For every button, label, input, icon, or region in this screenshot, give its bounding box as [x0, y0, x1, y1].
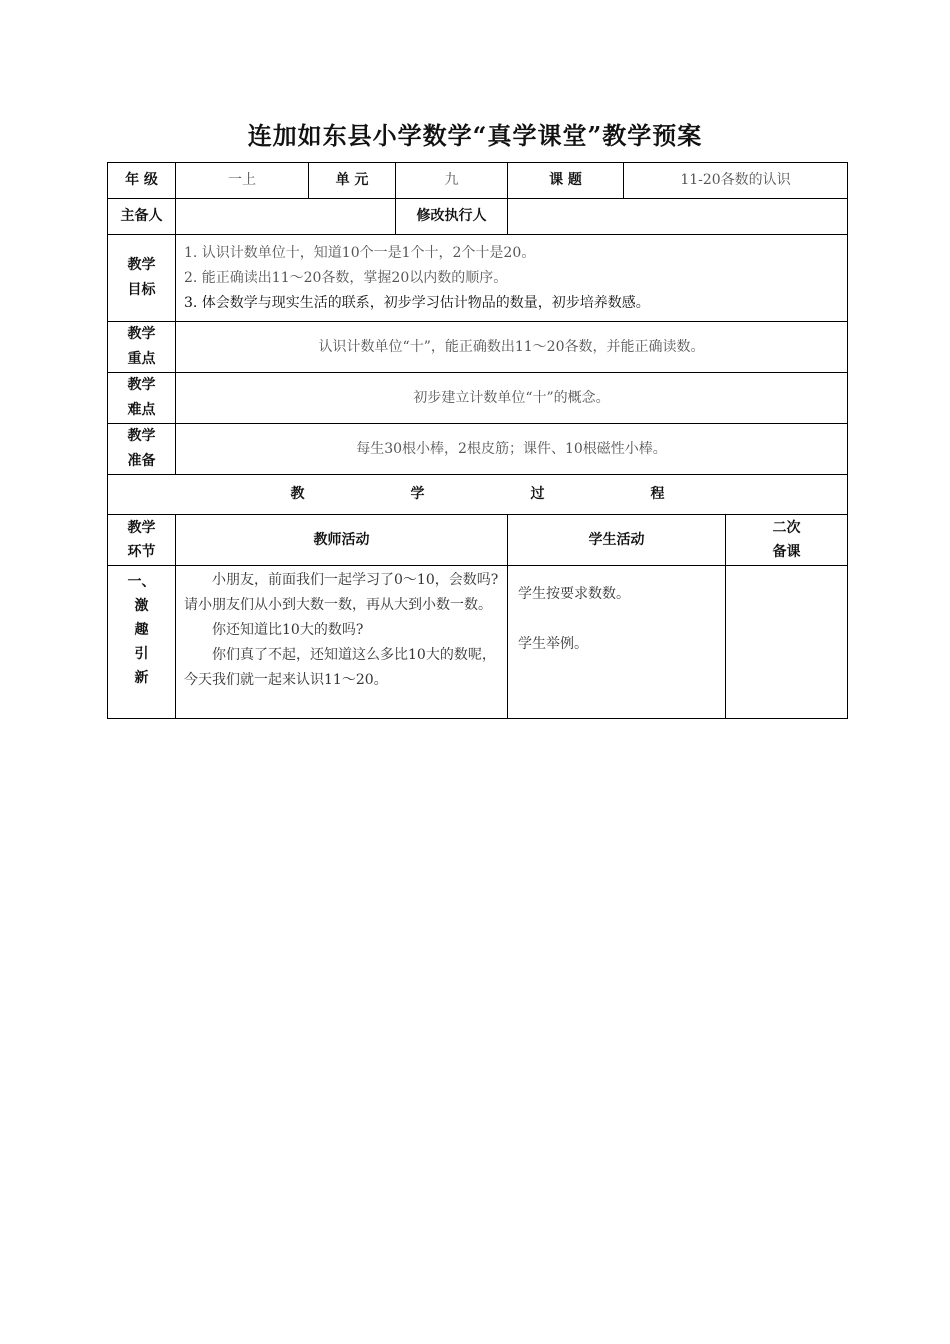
teacher-paragraph: 小朋友，前面我们一起学习了0～10，会数吗?请小朋友们从小到大数一数，再从大到小数一数。: [184, 572, 499, 613]
executor-value: [508, 199, 848, 235]
unit-label: 单 元: [309, 163, 396, 199]
preparation-label-line1: 教学: [127, 428, 156, 444]
preparation-label-line2: 准备: [127, 453, 156, 469]
process-char: 过: [530, 486, 545, 502]
stage-label-line: 激: [134, 598, 149, 614]
stage-label-line: 趣: [134, 622, 149, 638]
difficulty-label-line1: 教学: [127, 377, 156, 393]
key-point-label-line1: 教学: [127, 326, 156, 342]
second-prep-header-line1: 二次: [772, 520, 801, 536]
process-char: 程: [650, 486, 665, 502]
key-point-text: 认识计数单位“十”，能正确数出11～20各数，并能正确读数。: [176, 322, 848, 373]
goal-item: 3. 体会数学与现实生活的联系，初步学习估计物品的数量，初步培养数感。: [184, 294, 650, 311]
process-heading: [108, 475, 848, 515]
process-char: 教: [290, 486, 305, 502]
preparer-value: [176, 199, 396, 235]
second-prep-cell: [726, 566, 848, 719]
stage-header-line2: 环节: [127, 544, 156, 560]
stage-column-header: [108, 515, 176, 566]
goals-label-line1: 教学: [127, 257, 156, 273]
topic-value: 11-20各数的认识: [624, 163, 848, 199]
teacher-column-header: 教师活动: [176, 515, 508, 566]
preparer-label: 主备人: [108, 199, 176, 235]
second-prep-column-header: [726, 515, 848, 566]
page-title: 连加如东县小学数学“真学课堂”教学预案: [247, 121, 703, 150]
preparation-label: [108, 424, 176, 475]
difficulty-label-line2: 难点: [127, 402, 156, 418]
difficulty-text: 初步建立计数单位“十”的概念。: [176, 373, 848, 424]
preparer-row: [108, 199, 848, 235]
preparation-row: [108, 424, 848, 475]
teacher-paragraph: 你们真了不起，还知道这么多比10大的数呢，今天我们就一起来认识11～20。: [184, 647, 496, 688]
stage-label-line: 一、: [127, 574, 156, 590]
second-prep-header-line2: 备课: [772, 544, 801, 560]
grade-label: 年 级: [108, 163, 176, 199]
student-item: 学生举例。: [518, 636, 588, 652]
goal-item: 2. 能正确读出11～20各数，掌握20以内数的顺序。: [184, 269, 508, 286]
stage-label-line: 引: [134, 646, 149, 662]
info-row: [108, 163, 848, 199]
column-header-row: [108, 515, 848, 566]
stage-label: [108, 566, 176, 719]
goals-label: [108, 235, 176, 322]
student-column-header: 学生活动: [508, 515, 726, 566]
process-header-row: [108, 475, 848, 515]
goals-list: [176, 235, 848, 322]
unit-value: 九: [396, 163, 508, 199]
goals-row: [108, 235, 848, 322]
student-item: 学生按要求数数。: [518, 586, 630, 602]
goals-label-line2: 目标: [127, 282, 156, 298]
grade-value: 一上: [176, 163, 309, 199]
student-activity: [508, 566, 726, 719]
goal-item: 1. 认识计数单位十，知道10个一是1个十，2个十是20。: [184, 244, 536, 261]
key-point-label: [108, 322, 176, 373]
difficulty-row: [108, 373, 848, 424]
preparation-text: 每生30根小棒，2根皮筋；课件、10根磁性小棒。: [176, 424, 848, 475]
key-point-row: [108, 322, 848, 373]
stage-header-line1: 教学: [127, 520, 156, 536]
teacher-paragraph: 你还知道比10大的数吗?: [212, 622, 364, 638]
process-char: 学: [410, 486, 425, 502]
teacher-activity: [176, 566, 508, 719]
executor-label: 修改执行人: [396, 199, 508, 235]
stage-row: [108, 566, 848, 719]
topic-label: 课 题: [508, 163, 624, 199]
lesson-plan-table: [107, 162, 848, 719]
difficulty-label: [108, 373, 176, 424]
stage-label-line: 新: [134, 670, 149, 686]
key-point-label-line2: 重点: [127, 351, 156, 367]
